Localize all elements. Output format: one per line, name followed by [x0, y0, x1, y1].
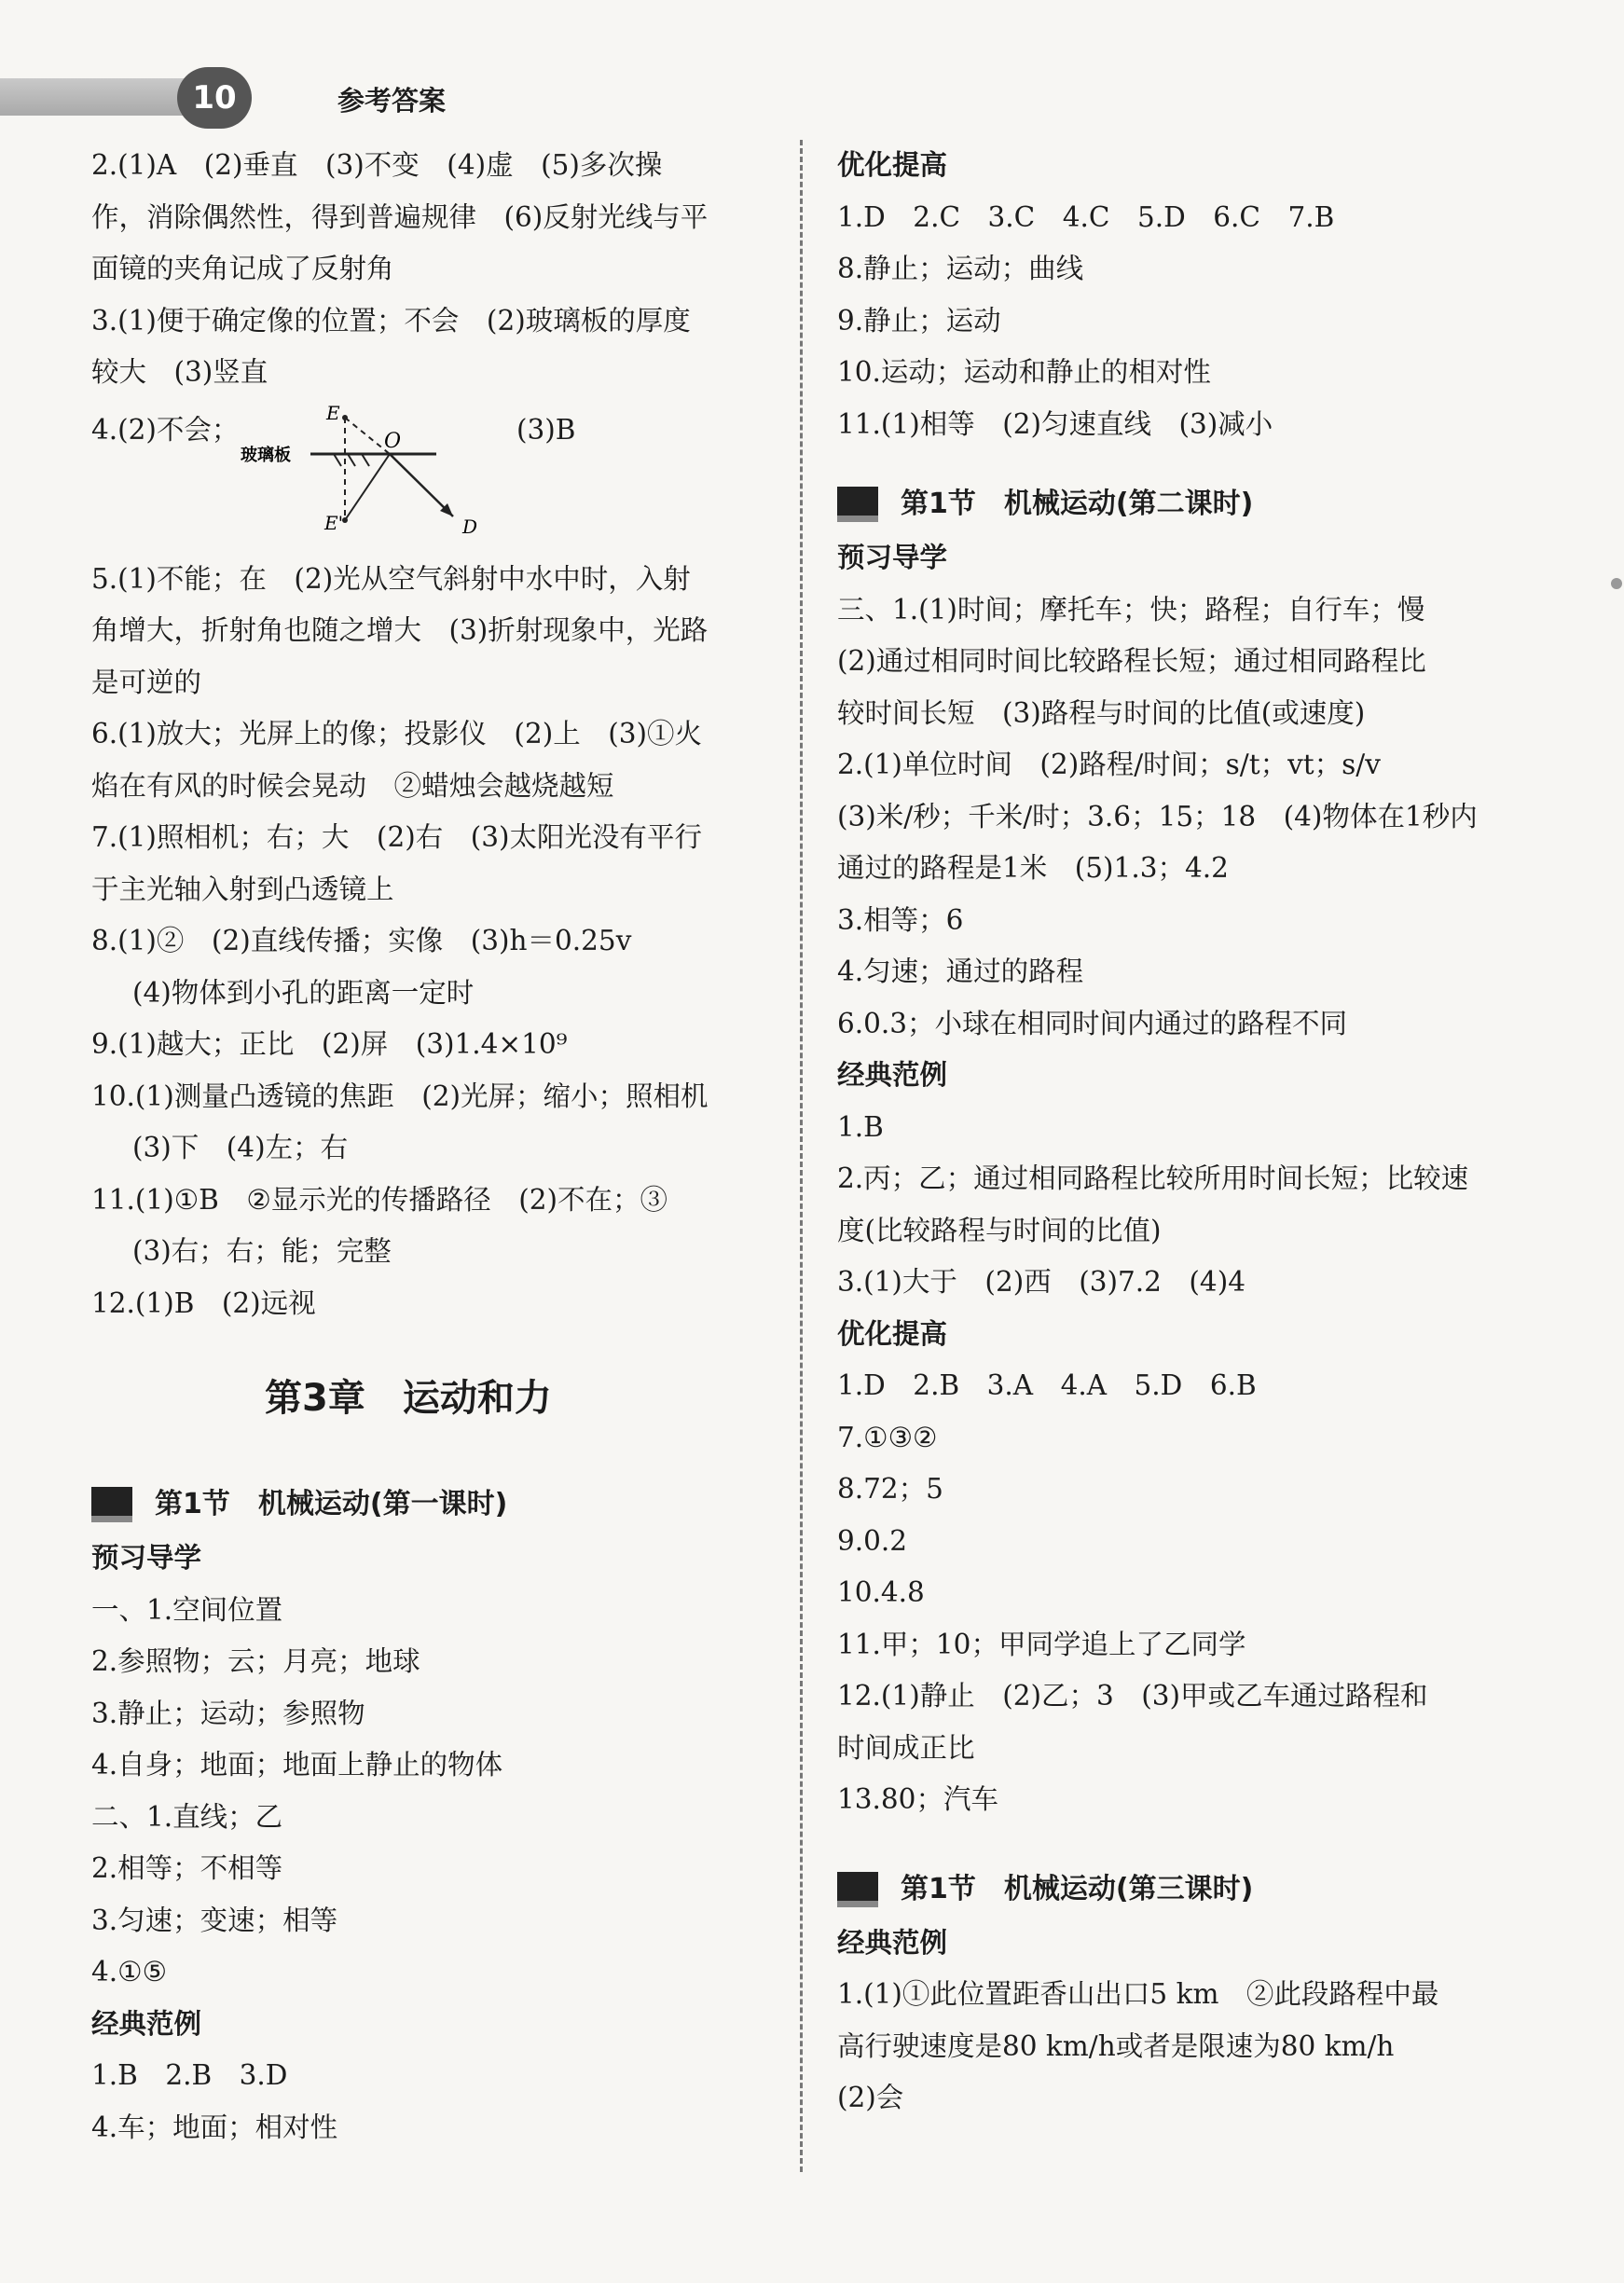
- subsection-label: 预习导学: [837, 542, 948, 573]
- answer-line: (2)通过相同时间比较路程长短；通过相同路程比: [837, 645, 1426, 677]
- left-answers-2: [91, 554, 772, 1330]
- answer-line: 2.丙；乙；通过相同路程比较所用时间长短；比较速: [837, 1162, 1469, 1194]
- left-column: [91, 140, 772, 2153]
- subsection-label: 经典范例: [91, 2007, 202, 2040]
- section-heading-1-text: 第1节 机械运动(第一课时): [155, 1488, 508, 1521]
- answer-line: 1.B 2.B 3.D: [91, 2059, 288, 2091]
- q4-left-text: 4.(2)不会；: [91, 413, 240, 446]
- answer-line: 11.(1)①B ②显示光的传播路径 (2)不在；③: [91, 1183, 668, 1216]
- answer-line: 3.相等；6: [837, 903, 964, 936]
- mirror-diagram-row: [91, 399, 772, 554]
- answer-line: 1.D 2.B 3.A 4.A 5.D 6.B: [837, 1369, 1257, 1401]
- answer-line: 8.72；5: [837, 1473, 943, 1505]
- q4-right-text: (3)B: [516, 413, 576, 446]
- answer-line: 二、1.直线；乙: [91, 1800, 283, 1833]
- reflected-ray: [390, 454, 453, 516]
- section-heading-2-text: 第1节 机械运动(第二课时): [901, 488, 1254, 521]
- subsection-label: 优化提高: [837, 1317, 948, 1350]
- point-o: O: [384, 429, 402, 453]
- answer-line: 6.0.3；小球在相同时间内通过的路程不同: [837, 1007, 1348, 1039]
- right-answers-3: [837, 1918, 1518, 2125]
- answer-line: 12.(1)B (2)远视: [91, 1286, 316, 1319]
- section-marker-icon: [91, 1487, 132, 1522]
- incident-ray: [345, 418, 390, 454]
- answer-line: (3)米/秒；千米/时；3.6；15；18 (4)物体在1秒内: [837, 800, 1478, 832]
- answer-line: 13.80；汽车: [837, 1783, 998, 1815]
- answer-line: 9.0.2: [837, 1524, 908, 1557]
- header-bar: [0, 78, 191, 116]
- left-answers-3: [91, 1533, 772, 2153]
- answer-line: 3.(1)大于 (2)西 (3)7.2 (4)4: [837, 1266, 1246, 1298]
- point-e-prime: E': [324, 511, 344, 534]
- answer-line: 角增大，折射角也随之增大 (3)折射现象中，光路: [91, 614, 709, 646]
- subsection-label: 预习导学: [91, 1542, 202, 1574]
- answer-line: 通过的路程是1米 (5)1.3；4.2: [837, 852, 1229, 884]
- answer-line: 2.(1)单位时间 (2)路程/时间；s/t；vt；s/v: [837, 749, 1381, 780]
- answer-line: 4.匀速；通过的路程: [837, 956, 1084, 987]
- answer-line: 3.静止；运动；参照物: [91, 1697, 365, 1729]
- point-d: D: [462, 515, 478, 538]
- left-answers-1: [91, 140, 772, 399]
- answer-line: 9.静止；运动: [837, 304, 1001, 337]
- section-marker-icon: [837, 487, 878, 522]
- answer-line: 3.(1)便于确定像的位置；不会 (2)玻璃板的厚度: [91, 304, 691, 337]
- answer-line: 7.①③②: [837, 1421, 938, 1453]
- answer-line: 高行驶速度是80 km/h或者是限速为80 km/h: [837, 2029, 1395, 2062]
- answer-line: 4.①⑤: [91, 1956, 168, 1987]
- answer-line: 1.D 2.C 3.C 4.C 5.D 6.C 7.B: [837, 200, 1335, 233]
- right-column: [837, 140, 1518, 2125]
- page-header-title: 参考答案: [337, 85, 447, 117]
- answer-line: (2)会: [837, 2082, 904, 2113]
- right-answers-2: [837, 532, 1518, 1826]
- answer-line: 11.甲；10；甲同学追上了乙同学: [837, 1628, 1246, 1660]
- edge-mark: [1611, 578, 1622, 589]
- answer-line: 三、1.(1)时间；摩托车；快；路程；自行车；慢: [837, 593, 1425, 626]
- answer-line: 9.(1)越大；正比 (2)屏 (3)1.4×10⁹: [91, 1028, 568, 1060]
- answer-line: 1.(1)①此位置距香山出口5 km ②此段路程中最: [837, 1978, 1439, 2010]
- answer-line: 10.4.8: [837, 1576, 925, 1608]
- answer-line: 6.(1)放大；光屏上的像；投影仪 (2)上 (3)①火: [91, 718, 703, 750]
- answer-line: 面镜的夹角记成了反射角: [91, 253, 394, 284]
- subsection-label: 经典范例: [837, 1059, 948, 1091]
- section-heading-2: [837, 476, 1518, 532]
- section-heading-3: [837, 1862, 1518, 1918]
- answer-line: 11.(1)相等 (2)匀速直线 (3)减小: [837, 407, 1273, 440]
- answer-line: 4.车；地面；相对性: [91, 2111, 338, 2143]
- answer-line: (3)右；右；能；完整: [132, 1235, 392, 1267]
- mirror-diagram: [241, 399, 502, 554]
- answer-line: (4)物体到小孔的距离一定时: [132, 976, 475, 1009]
- answer-line: 时间成正比: [837, 1731, 975, 1764]
- answer-line: 5.(1)不能；在 (2)光从空气斜射中水中时，入射: [91, 562, 691, 595]
- subsection-label: 经典范例: [837, 1926, 948, 1959]
- section-heading-1: [91, 1477, 772, 1533]
- answer-line: 一、1.空间位置: [91, 1593, 283, 1626]
- answer-line: 7.(1)照相机；右；大 (2)右 (3)太阳光没有平行: [91, 821, 703, 853]
- answer-line: 3.匀速；变速；相等: [91, 1904, 338, 1936]
- answer-line: 2.相等；不相等: [91, 1852, 283, 1884]
- point-e: E: [326, 401, 340, 424]
- answer-line: 是可逆的: [91, 666, 202, 698]
- section-heading-3-text: 第1节 机械运动(第三课时): [901, 1872, 1254, 1905]
- right-answers-1: [837, 140, 1518, 450]
- answer-line: 2.(1)A (2)垂直 (3)不变 (4)虚 (5)多次操: [91, 149, 663, 181]
- subsection-label: 优化提高: [837, 149, 948, 181]
- diagram-plate-label: 玻璃板: [241, 445, 291, 465]
- answer-line: 10.(1)测量凸透镜的焦距 (2)光屏；缩小；照相机: [91, 1080, 709, 1112]
- page-number: 10: [177, 67, 252, 129]
- answer-line: 作，消除偶然性，得到普遍规律 (6)反射光线与平: [91, 200, 709, 233]
- answer-line: 较大 (3)竖直: [91, 356, 268, 388]
- answer-line: 1.B: [837, 1110, 884, 1143]
- chapter-title: 第3章 运动和力: [265, 1377, 552, 1421]
- answer-line: 于主光轴入射到凸透镜上: [91, 873, 394, 905]
- answer-line: 12.(1)静止 (2)乙；3 (3)甲或乙车通过路程和: [837, 1680, 1428, 1712]
- answer-line: 10.运动；运动和静止的相对性: [837, 356, 1211, 388]
- answer-line: 度(比较路程与时间的比值): [837, 1214, 1162, 1246]
- answer-line: 焰在有风的时候会晃动 ②蜡烛会越烧越短: [91, 769, 614, 802]
- answer-line: 4.自身；地面；地面上静止的物体: [91, 1749, 503, 1781]
- answer-line: 较时间长短 (3)路程与时间的比值(或速度): [837, 696, 1366, 729]
- answer-line: 8.静止；运动；曲线: [837, 253, 1084, 284]
- column-divider: [800, 140, 803, 2172]
- answer-line: 2.参照物；云；月亮；地球: [91, 1645, 420, 1677]
- answer-line: 8.(1)② (2)直线传播；实像 (3)h＝0.25v: [91, 925, 632, 956]
- answer-line: (3)下 (4)左；右: [132, 1132, 349, 1163]
- section-marker-icon: [837, 1872, 878, 1907]
